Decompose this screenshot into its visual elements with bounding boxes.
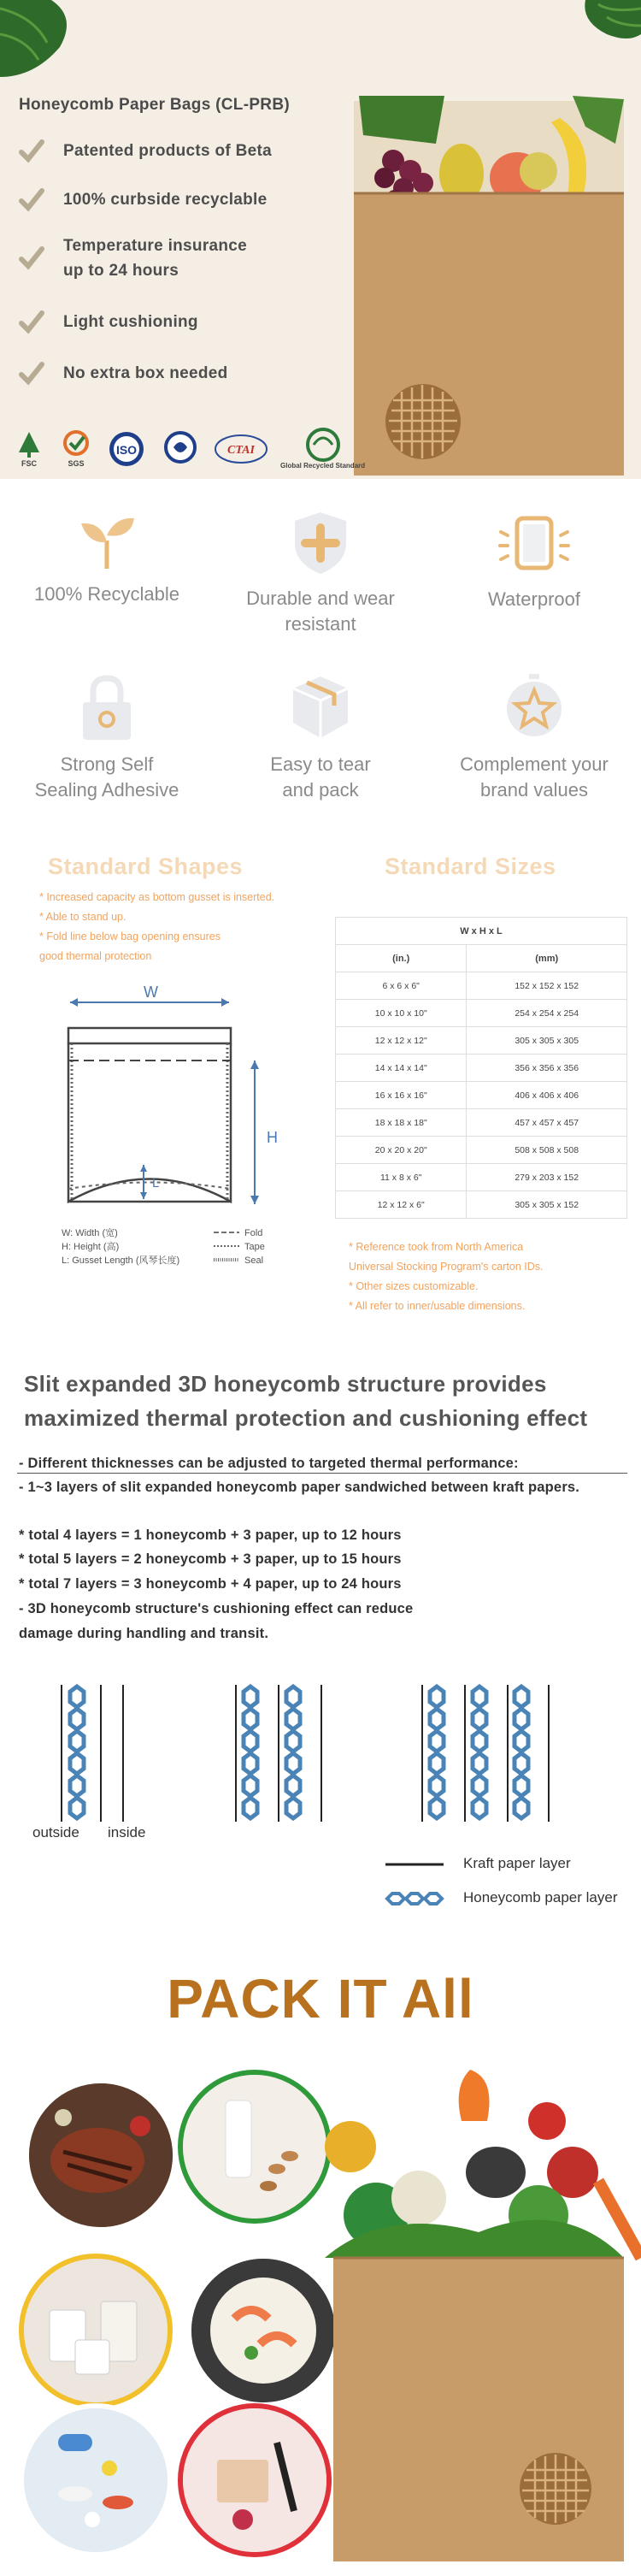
quality-logo	[159, 430, 202, 468]
feature-text: No extra box needed	[63, 364, 228, 382]
sizes-table	[335, 917, 627, 1219]
feature-label: Easy to tear	[270, 753, 371, 775]
feature-text: Light cushioning	[63, 313, 198, 331]
hero-title: Honeycomb Paper Bags (CL-PRB)	[19, 96, 290, 114]
feature-label: Durable and wear	[246, 588, 395, 609]
kraft-bag-with-fruit-image	[342, 92, 632, 477]
legend-tape: Tape	[244, 1242, 265, 1252]
feature-durable	[214, 509, 427, 637]
honeycomb-text: - 3D honeycomb structure's cushioning effect can reduce	[19, 1601, 414, 1616]
feature-text: 100% curbside recyclable	[63, 191, 268, 209]
ctai-logo	[214, 432, 268, 466]
hero-section	[0, 0, 641, 479]
table-title: W x H x L	[336, 918, 627, 945]
feature-item	[19, 361, 228, 387]
makeup-image	[178, 2403, 332, 2557]
gusset-label: L	[152, 1176, 160, 1191]
divider	[17, 1473, 627, 1474]
sgs-logo: SGS	[58, 430, 94, 468]
check-icon	[19, 187, 44, 213]
honeycomb-text: * total 4 layers = 1 honeycomb + 3 paper, up to 12 hours	[19, 1527, 402, 1543]
check-icon	[19, 361, 44, 387]
kraft-legend-label: Kraft paper layer	[463, 1855, 571, 1871]
feature-text: up to 24 hours	[63, 262, 179, 280]
feature-label: and pack	[282, 779, 359, 801]
feature-item	[19, 187, 268, 213]
table-row: 12 x 12 x 12" 305 x 305 x 305	[336, 1027, 627, 1055]
layer-legend-icons	[380, 1858, 449, 1917]
grs-logo: Global Recycled Standard	[280, 428, 365, 470]
shield-plus-icon	[286, 509, 355, 577]
feature-label: resistant	[285, 613, 356, 635]
pack-title: PACK IT All	[167, 1968, 474, 2029]
legend-height: H: Height (高)	[62, 1242, 120, 1252]
width-label: W	[144, 984, 158, 1001]
outside-label: outside	[32, 1824, 79, 1840]
check-icon	[19, 310, 44, 335]
honeycomb-text: damage during handling and transit.	[19, 1626, 269, 1641]
feature-label: Strong Self	[60, 753, 154, 775]
table-row: 6 x 6 x 6" 152 x 152 x 152	[336, 972, 627, 1000]
feature-recyclable: 100% Recyclable	[0, 513, 214, 607]
feature-waterproof: Waterproof	[427, 511, 641, 612]
waterproof-icon	[496, 511, 573, 578]
feature-item	[19, 310, 198, 335]
star-badge-icon	[500, 671, 568, 743]
table-row: 16 x 16 x 16" 406 x 406 x 406	[336, 1082, 627, 1109]
table-row: 18 x 18 x 18" 457 x 457 x 457	[336, 1109, 627, 1137]
lock-icon	[73, 671, 141, 743]
svg-text:CTAI: CTAI	[227, 443, 255, 457]
svg-text:ISO: ISO	[115, 442, 138, 457]
bag-dimension-diagram	[34, 975, 291, 1317]
legend-width: W: Width (宽)	[62, 1228, 118, 1238]
table-row: 14 x 14 x 14" 356 x 356 x 356	[336, 1055, 627, 1082]
honeycomb-title: maximized thermal protection and cushioning effect	[24, 1405, 588, 1431]
shapes-notes: * Increased capacity as bottom gusset is inserted. * Able to stand up. * Fold line below bag opening ensures good thermal protection	[39, 891, 275, 962]
feature-easy-tear	[214, 671, 427, 803]
column-header-mm: (mm)	[467, 945, 627, 972]
fsc-logo: FSC	[12, 430, 46, 468]
iso-logo	[106, 430, 147, 468]
height-label: H	[267, 1129, 278, 1146]
palm-leaf-icon	[581, 0, 641, 41]
box-icon	[286, 671, 355, 743]
inside-label: inside	[108, 1824, 146, 1840]
cosmetics-almond-image	[178, 2070, 332, 2224]
feature-brand	[427, 671, 641, 803]
table-row: 10 x 10 x 10" 254 x 254 x 254	[336, 1000, 627, 1027]
honeycomb-title: Slit expanded 3D honeycomb structure provides	[24, 1371, 547, 1397]
pills-image	[19, 2403, 173, 2557]
table-row: 11 x 8 x 6" 279 x 203 x 152	[336, 1164, 627, 1191]
feature-label: brand values	[480, 779, 588, 801]
standard-shapes-heading: Standard Shapes	[48, 854, 244, 879]
honeycomb-text: * total 5 layers = 2 honeycomb + 3 paper, up to 15 hours	[19, 1551, 402, 1567]
steak-image	[24, 2078, 178, 2232]
candles-image	[19, 2254, 173, 2408]
certification-logos	[12, 428, 365, 470]
feature-label: Complement your	[460, 753, 609, 775]
honeycomb-text: - 1~3 layers of slit expanded honeycomb paper sandwiched between kraft papers.	[19, 1480, 580, 1495]
kraft-bag-with-vegetables-image	[316, 2053, 641, 2566]
feature-text: Patented products of Beta	[63, 142, 272, 160]
legend-gusset: L: Gusset Length (风琴长度)	[62, 1256, 180, 1266]
honeycomb-text: * total 7 layers = 3 honeycomb + 4 paper, up to 24 hours	[19, 1576, 402, 1592]
feature-item	[19, 233, 247, 283]
feature-label: Sealing Adhesive	[34, 779, 179, 801]
column-header-in: (in.)	[336, 945, 467, 972]
feature-text: Temperature insurance	[63, 237, 248, 255]
standard-sizes-heading: Standard Sizes	[385, 854, 556, 879]
honeycomb-legend-label: Honeycomb paper layer	[463, 1889, 618, 1905]
honeycomb-layers-diagram	[0, 1676, 641, 1873]
feature-sealing	[0, 671, 214, 803]
check-icon	[19, 245, 44, 271]
sizes-notes: * Reference took from North America Universal Stocking Program's carton IDs. * Other sizes customizable. * All refer to inner/usable dimensions.	[349, 1241, 544, 1312]
table-row: 12 x 12 x 6" 305 x 305 x 152	[336, 1191, 627, 1219]
legend-seal: Seal	[244, 1256, 264, 1266]
palm-leaf-icon	[0, 0, 81, 81]
check-icon	[19, 139, 44, 164]
sprout-icon	[73, 513, 141, 573]
legend-fold: Fold	[244, 1228, 263, 1238]
honeycomb-text: - Different thicknesses can be adjusted to targeted thermal performance:	[19, 1456, 519, 1471]
feature-item	[19, 139, 272, 164]
table-row: 20 x 20 x 20" 508 x 508 x 508	[336, 1137, 627, 1164]
